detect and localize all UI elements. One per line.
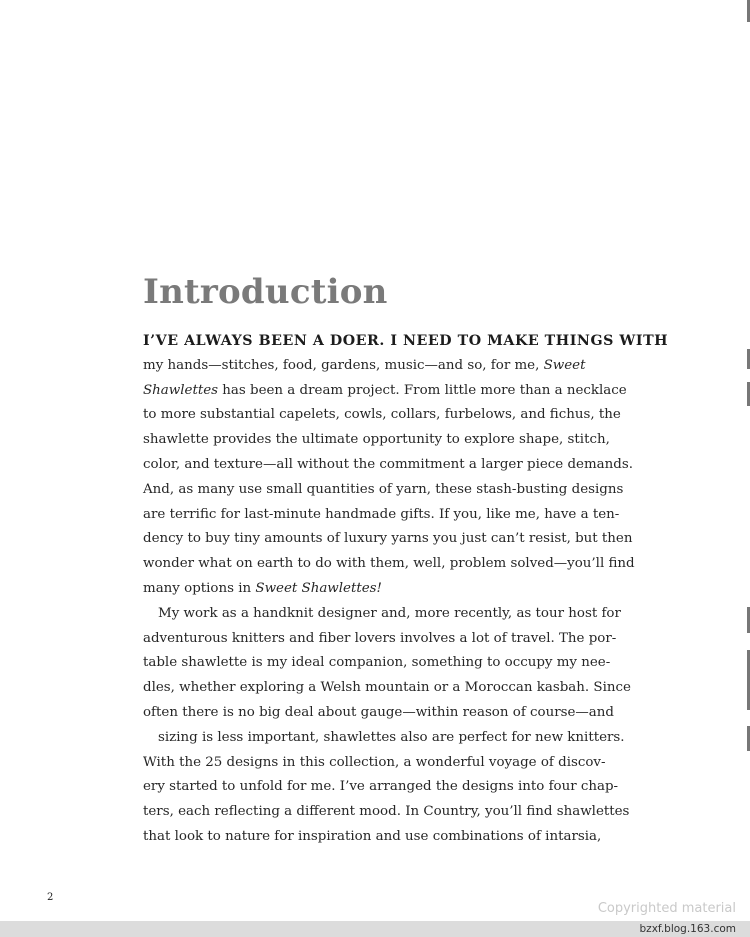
text-line (143, 775, 643, 800)
text-line (143, 478, 643, 503)
text-line (143, 701, 643, 726)
text-span: that look to nature for inspiration and use combinations of intarsia, (143, 828, 602, 844)
book-title-italic: Sweet Shawlettes! (255, 580, 382, 596)
text-span: My work as a handknit designer and, more recently, as tour host for (158, 605, 621, 621)
text-span: shawlette provides the ultimate opportunity to explore shape, stitch, (143, 432, 610, 448)
text-span: dency to buy tiny amounts of luxury yarns you just can’t resist, but then (143, 531, 633, 547)
page-title: Introduction (143, 272, 388, 312)
text-span: color, and texture—all without the commitment a larger piece demands. (143, 456, 633, 472)
text-span: has been a dream project. From little more than a necklace (218, 382, 627, 398)
body-text (143, 329, 669, 850)
text-line (143, 527, 643, 552)
copyright-watermark: Copyrighted material (597, 901, 736, 916)
text-span: dles, whether exploring a Welsh mountain or a Moroccan kasbah. Since (143, 680, 631, 696)
text-span: many options in (143, 580, 256, 596)
text-line (143, 379, 643, 404)
text-span: adventurous knitters and fiber lovers involves a lot of travel. The por- (143, 630, 617, 646)
text-line (143, 825, 643, 850)
footer-bar (0, 921, 750, 937)
text-line (143, 354, 643, 379)
text-span: wonder what on earth to do with them, well, problem solved—you’ll find (143, 556, 635, 572)
text-line (143, 627, 643, 652)
text-span: to more substantial capelets, cowls, collars, furbelows, and fichus, the (143, 407, 621, 423)
text-span: are terrific for last-minute handmade gifts. If you, like me, have a ten- (143, 506, 620, 522)
text-line (143, 602, 643, 627)
text-line (143, 800, 643, 825)
lead-line (143, 329, 669, 354)
text-span: often there is no big deal about gauge—within reason of course—and (143, 704, 614, 720)
text-line (143, 503, 643, 528)
text-span: And, as many use small quantities of yarn, these stash-busting designs (143, 481, 624, 497)
text-span: With the 25 designs in this collection, a wonderful voyage of discov- (143, 754, 606, 770)
text-line (143, 676, 643, 701)
text-line (143, 651, 643, 676)
footer-url: bzxf.blog.163.com (639, 923, 736, 935)
page-number: 2 (47, 892, 54, 903)
text-line (143, 428, 643, 453)
text-line (143, 577, 643, 602)
text-span: I’VE ALWAYS BEEN A DOER. I NEED TO MAKE THINGS WITH (143, 333, 669, 349)
text-span: table shawlette is my ideal companion, something to occupy my nee- (143, 655, 611, 671)
text-line (143, 453, 643, 478)
text-span: ery started to unfold for me. I’ve arranged the designs into four chap- (143, 779, 619, 795)
book-title-italic: Shawlettes (143, 382, 219, 398)
text-span: sizing is less important, shawlettes also are perfect for new knitters. (158, 729, 625, 745)
text-line (143, 403, 643, 428)
text-span: my hands—stitches, food, gardens, music—and so, for me, (143, 357, 544, 373)
text-line (143, 751, 643, 776)
text-line (143, 552, 643, 577)
book-title-italic: Sweet (543, 357, 586, 373)
text-span: ters, each reflecting a different mood. In Country, you’ll find shawlettes (143, 804, 630, 820)
text-line (143, 726, 643, 751)
